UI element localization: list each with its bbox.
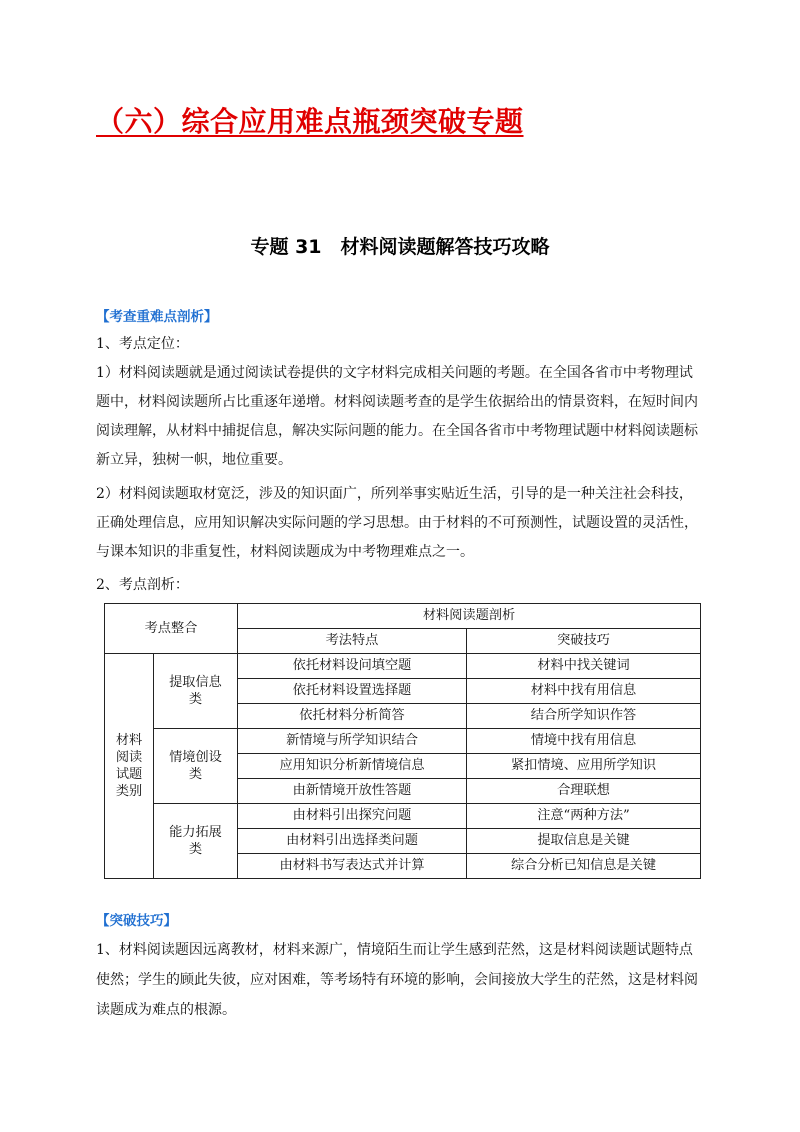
skill-cell: 紧扣情境、应用所学知识 [467,754,701,779]
paragraph-line: 2）材料阅读题取材宽泛，涉及的知识面广，所列举事实贴近生活，引导的是一种关注社会科技， [96,486,693,502]
skill-cell: 结合所学知识作答 [467,704,701,729]
paragraph-line: 与课本知识的非重复性，材料阅读题成为中考物理难点之一。 [96,544,474,560]
skill-cell: 注意“两种方法” [467,804,701,829]
paragraph-line: 使然；学生的顾此失彼，应对困难，等考场特有环境的影响，会间接放大学生的茫然，这是材料阅 [96,972,698,988]
method-cell: 依托材料设问填空题 [238,654,467,679]
skill-cell: 提取信息是关键 [467,829,701,854]
group-name-cell: 情境创设 类 [154,729,238,804]
method-cell: 由材料书写表达式并计算 [238,854,467,879]
method-cell: 由材料引出选择类问题 [238,829,467,854]
header-skill-cell: 突破技巧 [467,629,701,654]
header-group-cell: 材料阅读题剖析 [238,604,701,629]
topic-title: 专题 31 材料阅读题解答技巧攻略 [250,236,550,258]
method-cell: 应用知识分析新情境信息 [238,754,467,779]
category-cell: 材料 阅读 试题 类别 [105,654,154,879]
skill-cell: 综合分析已知信息是关键 [467,854,701,879]
method-cell: 由材料引出探究问题 [238,804,467,829]
skill-cell: 材料中找有用信息 [467,679,701,704]
section-heading-skills: 【突破技巧】 [96,913,177,929]
method-cell: 新情境与所学知识结合 [238,729,467,754]
method-cell: 由新情境开放性答题 [238,779,467,804]
table-row [105,729,701,754]
paragraph-line: 正确处理信息，应用知识解决实际问题的学习思想。由于材料的不可预测性，试题设置的灵活性， [96,515,698,531]
group-name-cell: 能力拓展 类 [154,804,238,879]
skill-cell: 合理联想 [467,779,701,804]
table-row [105,804,701,829]
analysis-table [104,603,701,879]
method-cell: 依托材料设置选择题 [238,679,467,704]
table-row [105,654,701,679]
paragraph-line: 1、材料阅读题因远离教材，材料来源广，情境陌生而让学生感到茫然，这是材料阅读题试题特点 [96,942,693,958]
skill-cell: 材料中找关键词 [467,654,701,679]
group-name-cell: 提取信息 类 [154,654,238,729]
paragraph-line: 1）材料阅读题就是通过阅读试卷提供的文字材料完成相关问题的考题。在全国各省市中考物理试 [96,365,693,381]
paragraph-line: 新立异，独树一帜，地位重要。 [96,452,292,468]
skill-cell: 情境中找有用信息 [467,729,701,754]
paragraph-line: 2、考点剖析： [96,577,189,593]
paragraph-line: 1、考点定位： [96,336,189,352]
paragraph-line: 读题成为难点的根源。 [96,1002,236,1018]
header-method-cell: 考法特点 [238,629,467,654]
section-heading-analysis: 【考查重难点剖析】 [96,309,218,325]
header-corner-cell: 考点整合 [105,604,238,654]
paragraph-line: 阅读理解，从材料中捕捉信息，解决实际问题的能力。在全国各省市中考物理试题中材料阅读题标 [96,423,698,439]
main-title: （六）综合应用难点瓶颈突破专题 [96,105,524,138]
paragraph-line: 题中，材料阅读题所占比重逐年递增。材料阅读题考查的是学生依据给出的情景资料，在短时间内 [96,394,698,410]
table-header-row [105,604,701,629]
method-cell: 依托材料分析简答 [238,704,467,729]
